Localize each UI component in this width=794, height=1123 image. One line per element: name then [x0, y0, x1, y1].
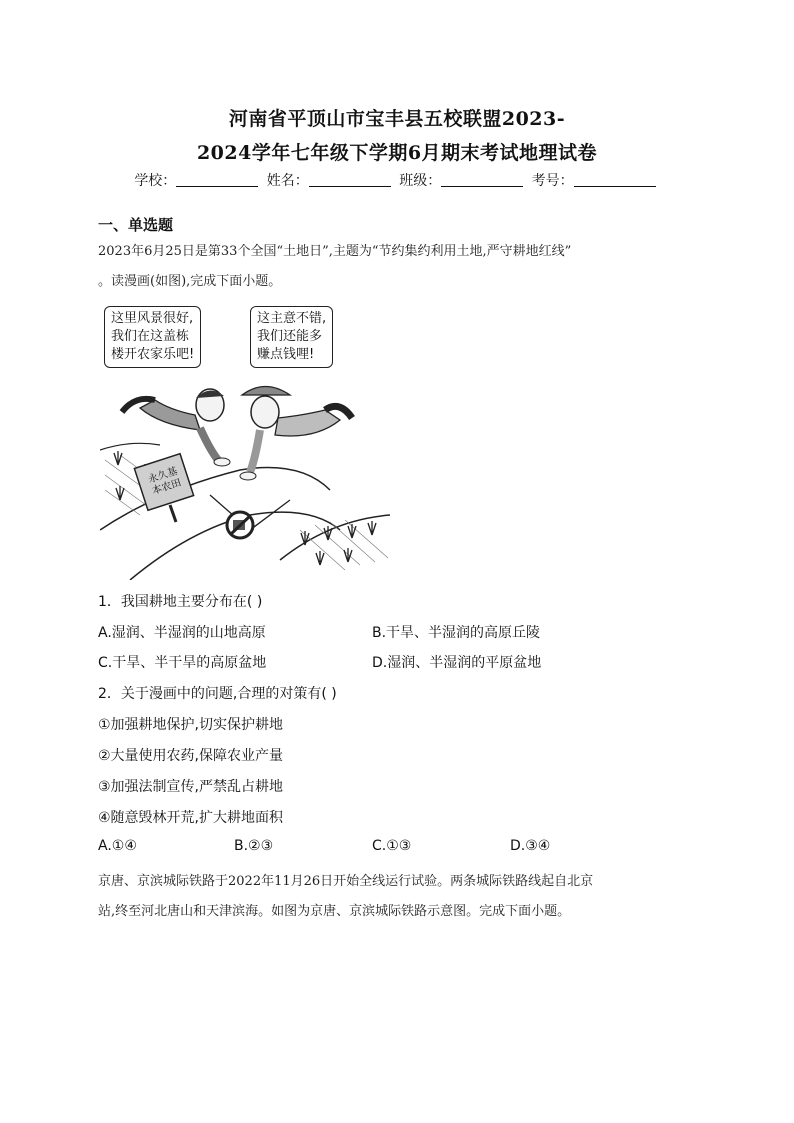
exam-number-label: 考号： — [531, 173, 574, 189]
q2-item-4: ④随意毁林开荒,扩大耕地面积 — [98, 810, 284, 826]
q2-option-b: B.②③ — [234, 838, 274, 854]
exam-title-line2: 2024学年七年级下学期6月期末考试地理试卷 — [196, 142, 598, 164]
passage1-line2: 。读漫画(如图),完成下面小题。 — [98, 274, 282, 289]
q1-option-d: D.湿润、半湿润的平原盆地 — [372, 655, 542, 671]
school-label: 学校： — [134, 173, 177, 189]
q2-item-3: ③加强法制宣传,严禁乱占耕地 — [98, 779, 284, 795]
q2-option-a: A.①④ — [98, 838, 137, 854]
q1-option-b: B.干旱、半湿润的高原丘陵 — [372, 625, 541, 641]
q2-item-2: ②大量使用农药,保障农业产量 — [98, 748, 284, 764]
passage1-line1: 2023年6月25日是第33个全国“土地日”,主题为“节约集约利用土地,严守耕地红线” — [98, 244, 572, 259]
passage2-line2: 站,终至河北唐山和天津滨海。如图为京唐、京滨城际铁路示意图。完成下面小题。 — [98, 904, 571, 919]
name-label: 姓名： — [266, 173, 309, 189]
speech-bubble-right: 这主意不错, 我们还能多 赚点钱哩! — [250, 306, 333, 368]
class-blank[interactable] — [441, 172, 523, 187]
q1-option-c: C.干旱、半干旱的高原盆地 — [98, 655, 267, 671]
question-2-stem: 2．关于漫画中的问题,合理的对策有( ) — [98, 686, 337, 702]
exam-title-line1: 河南省平顶山市宝丰县五校联盟2023- — [228, 108, 566, 130]
q1-option-a: A.湿润、半湿润的山地高原 — [98, 625, 266, 641]
exam-number-blank[interactable] — [574, 172, 656, 187]
speech-bubble-left: 这里风景很好, 我们在这盖栋 楼开农家乐吧! — [104, 306, 201, 368]
farmland-sign-text: 永久基 本农田 — [147, 465, 183, 498]
section-heading: 一、单选题 — [98, 216, 174, 234]
cartoon-illustration — [100, 300, 390, 580]
student-info-row — [0, 170, 794, 190]
class-label: 班级： — [399, 173, 442, 189]
q2-option-c: C.①③ — [372, 838, 412, 854]
school-blank[interactable] — [176, 172, 258, 187]
q2-item-1: ①加强耕地保护,切实保护耕地 — [98, 717, 284, 733]
q2-option-d: D.③④ — [510, 838, 551, 854]
question-1-stem: 1．我国耕地主要分布在( ) — [98, 594, 263, 610]
name-blank[interactable] — [309, 172, 391, 187]
passage2-line1: 京唐、京滨城际铁路于2022年11月26日开始全线运行试验。两条城际铁路线起自北京 — [98, 874, 594, 889]
